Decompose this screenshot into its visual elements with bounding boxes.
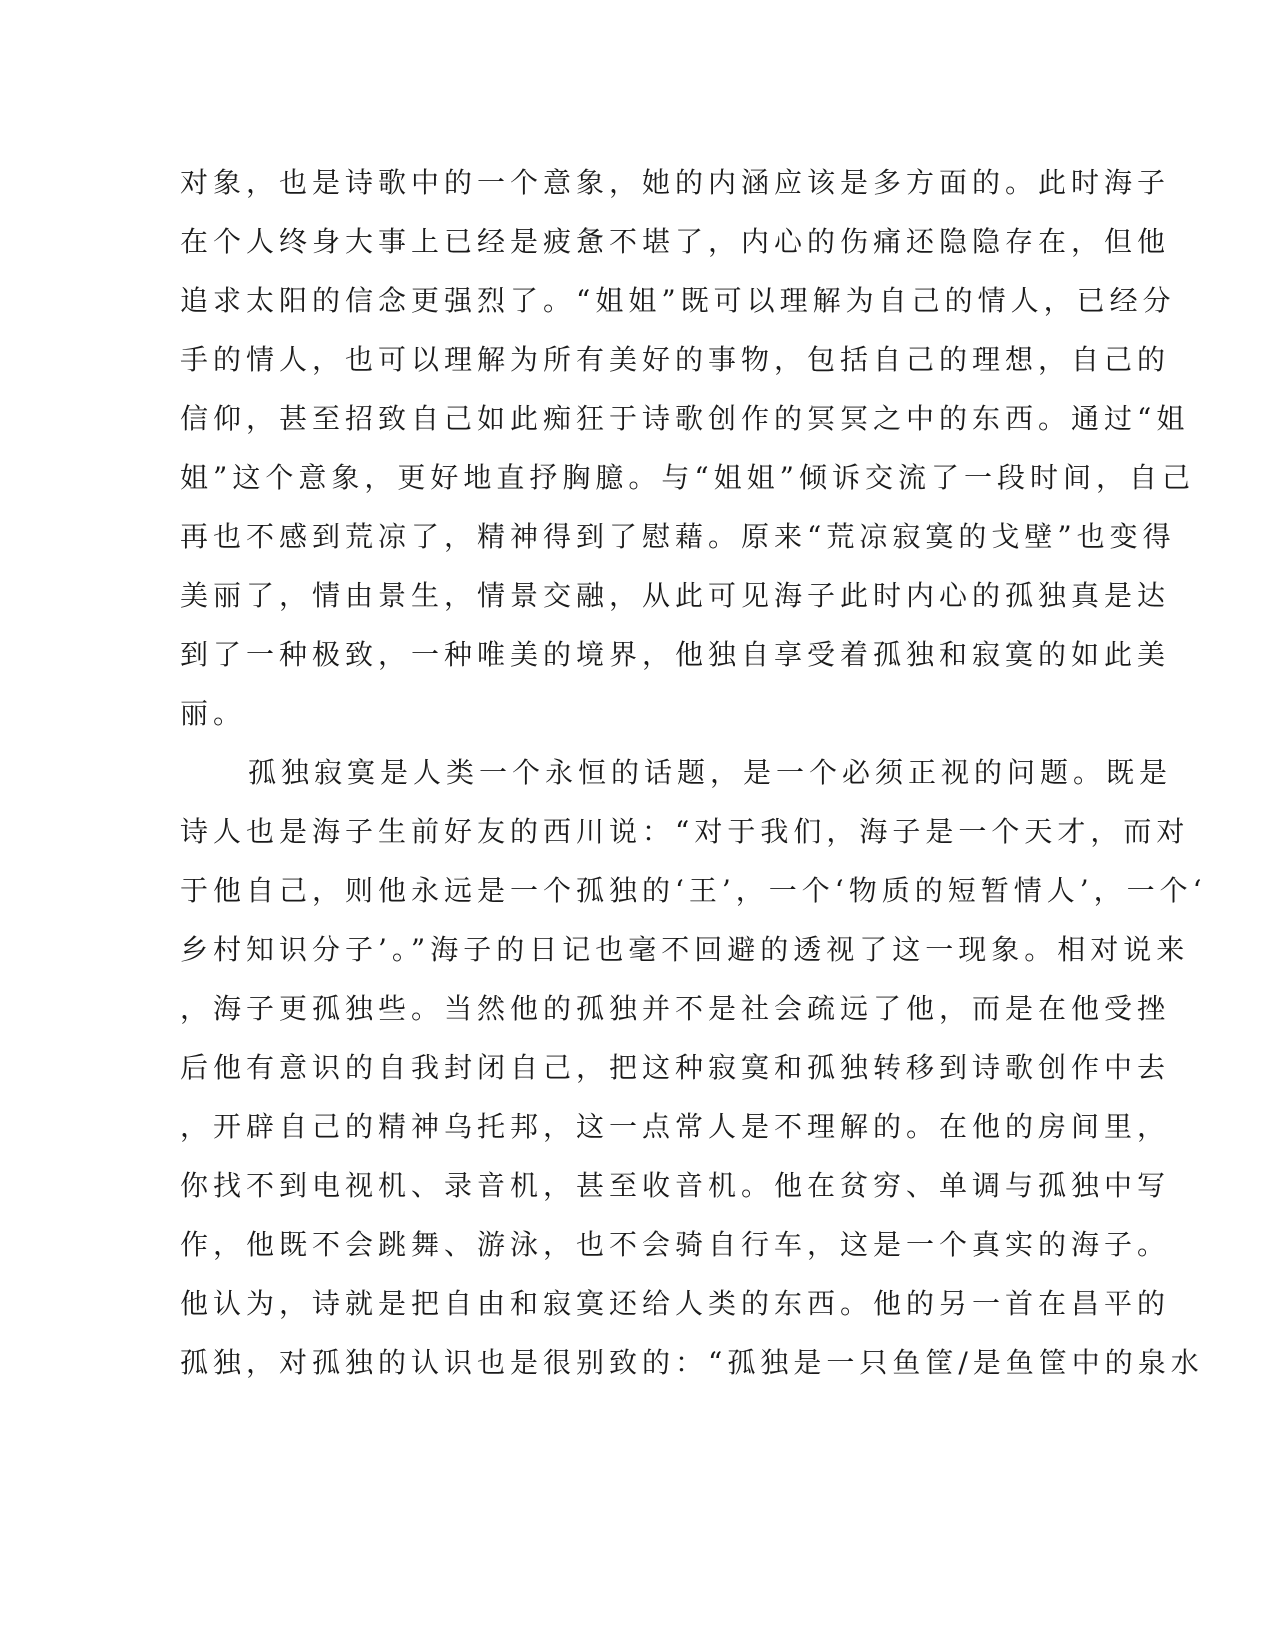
text-line: 作，他既不会跳舞、游泳，也不会骑自行车，这是一个真实的海子。 [180,1228,1171,1261]
text-line: 你找不到电视机、录音机，甚至收音机。他在贫穷、单调与孤独中写 [180,1169,1171,1202]
text-line: 对象，也是诗歌中的一个意象，她的内涵应该是多方面的。此时海子 [180,166,1171,199]
text-line: 孤独，对孤独的认识也是很别致的：“孤独是一只鱼筐/是鱼筐中的泉水 [180,1346,1204,1379]
paragraph-first-line: 孤独寂寞是人类一个永恒的话题，是一个必须正视的问题。既是 [248,756,1173,789]
text-line: 乡村知识分子’。”海子的日记也毫不回避的透视了这一现象。相对说来 [180,933,1190,966]
text-line: 于他自己，则他永远是一个孤独的‘王’，一个‘物质的短暂情人’，一个‘ [180,874,1207,907]
text-line: 追求太阳的信念更强烈了。“姐姐”既可以理解为自己的情人，已经分 [180,284,1176,317]
text-line: ，开辟自己的精神乌托邦，这一点常人是不理解的。在他的房间里， [180,1110,1171,1143]
text-line: 丽。 [180,697,247,730]
text-line: 诗人也是海子生前好友的西川说：“对于我们，海子是一个天才，而对 [180,815,1190,848]
text-line: 信仰，甚至招致自己如此痴狂于诗歌创作的冥冥之中的东西。通过“姐 [180,402,1190,435]
text-line: 手的情人，也可以理解为所有美好的事物，包括自己的理想，自己的 [180,343,1171,376]
text-line: ，海子更孤独些。当然他的孤独并不是社会疏远了他，而是在他受挫 [180,992,1171,1025]
text-line: 美丽了，情由景生，情景交融，从此可见海子此时内心的孤独真是达 [180,579,1171,612]
text-line: 他认为，诗就是把自由和寂寞还给人类的东西。他的另一首在昌平的 [180,1287,1171,1320]
text-line: 再也不感到荒凉了，精神得到了慰藉。原来“荒凉寂寞的戈壁”也变得 [180,520,1176,553]
text-line: 到了一种极致，一种唯美的境界，他独自享受着孤独和寂寞的如此美 [180,638,1171,671]
text-line: 姐”这个意象，更好地直抒胸臆。与“姐姐”倾诉交流了一段时间，自己 [180,461,1195,494]
text-line: 后他有意识的自我封闭自己，把这种寂寞和孤独转移到诗歌创作中去 [180,1051,1171,1084]
text-line: 在个人终身大事上已经是疲惫不堪了，内心的伤痛还隐隐存在，但他 [180,225,1171,258]
